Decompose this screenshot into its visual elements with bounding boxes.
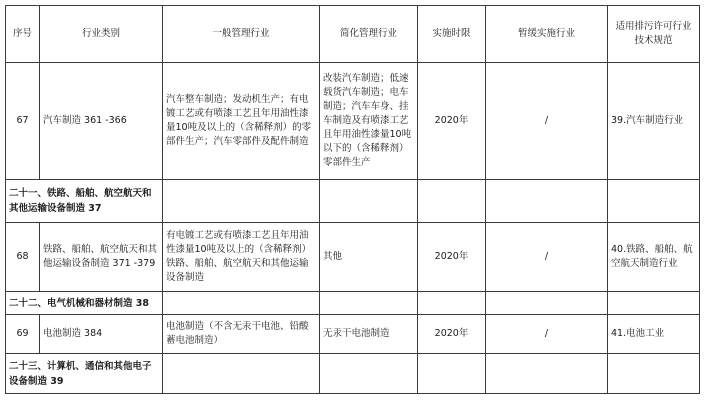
- header-category: 行业类别: [40, 6, 163, 63]
- header-simplified: 简化管理行业: [320, 6, 418, 63]
- cell-standard: 40.铁路、船舶、航空航天制造行业: [608, 223, 700, 292]
- cell-general: 电池制造（不含无汞干电池、铅酸蓄电池制造）: [163, 315, 320, 354]
- cell-suspended: /: [486, 63, 608, 180]
- table-row: [6, 223, 700, 292]
- empty-cell: [608, 292, 700, 315]
- cell-deadline: 2020年: [418, 315, 486, 354]
- empty-cell: [320, 180, 418, 223]
- empty-cell: [418, 180, 486, 223]
- empty-cell: [486, 292, 608, 315]
- section-title: 二十二、电气机械和器材制造 38: [6, 292, 163, 315]
- cell-simplified: 改装汽车制造；低速载货汽车制造；电车制造；汽车车身、挂车制造及有喷漆工艺且年用油性漆量10吨以下的（含稀释剂）零部件生产: [320, 63, 418, 180]
- empty-cell: [163, 180, 320, 223]
- header-seq: 序号: [6, 6, 40, 63]
- section-row: [6, 292, 700, 315]
- empty-cell: [418, 354, 486, 394]
- cell-seq: 69: [6, 315, 40, 354]
- cell-standard: 39.汽车制造行业: [608, 63, 700, 180]
- cell-deadline: 2020年: [418, 63, 486, 180]
- cell-category: 汽车制造 361 -366: [40, 63, 163, 180]
- cell-suspended: /: [486, 223, 608, 292]
- section-row: [6, 180, 700, 223]
- empty-cell: [418, 292, 486, 315]
- cell-suspended: /: [486, 315, 608, 354]
- empty-cell: [163, 354, 320, 394]
- cell-category: 铁路、船舶、航空航天和其他运输设备制造 371 -379: [40, 223, 163, 292]
- table-row: [6, 315, 700, 354]
- cell-deadline: 2020年: [418, 223, 486, 292]
- header-general: 一般管理行业: [163, 6, 320, 63]
- empty-cell: [608, 354, 700, 394]
- table-row: [6, 63, 700, 180]
- empty-cell: [486, 180, 608, 223]
- document-page: [5, 5, 700, 394]
- cell-category: 电池制造 384: [40, 315, 163, 354]
- cell-seq: 68: [6, 223, 40, 292]
- empty-cell: [486, 354, 608, 394]
- empty-cell: [608, 180, 700, 223]
- cell-general: 有电镀工艺或有喷漆工艺且年用油性漆量10吨及以上的（含稀释剂）铁路、船舶、航空航天和其他运输设备制造: [163, 223, 320, 292]
- cell-standard: 41.电池工业: [608, 315, 700, 354]
- cell-simplified: 其他: [320, 223, 418, 292]
- header-suspended: 暂缓实施行业: [486, 6, 608, 63]
- industry-catalog-table: [5, 5, 700, 394]
- empty-cell: [163, 292, 320, 315]
- cell-general: 汽车整车制造；发动机生产；有电镀工艺或有喷漆工艺且年用油性漆量10吨及以上的（含稀释剂）的零部件生产；汽车零部件及配件制造: [163, 63, 320, 180]
- section-title: 二十三、计算机、通信和其他电子设备制造 39: [6, 354, 163, 394]
- empty-cell: [320, 292, 418, 315]
- section-row: [6, 354, 700, 394]
- header-deadline: 实施时限: [418, 6, 486, 63]
- cell-seq: 67: [6, 63, 40, 180]
- table-header-row: [6, 6, 700, 63]
- cell-simplified: 无汞干电池制造: [320, 315, 418, 354]
- header-standard: 适用排污许可行业技术规范: [608, 6, 700, 63]
- empty-cell: [320, 354, 418, 394]
- section-title: 二十一、铁路、船舶、航空航天和其他运输设备制造 37: [6, 180, 163, 223]
